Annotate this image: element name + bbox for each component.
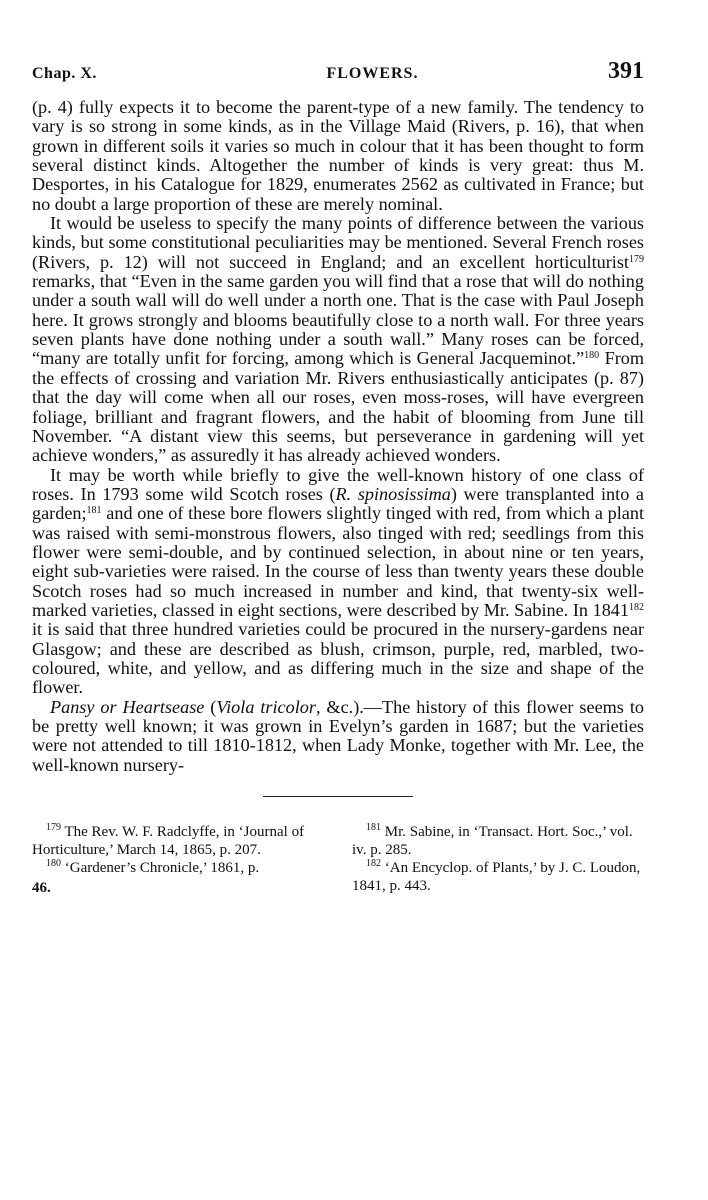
footnote	[352, 823, 644, 859]
running-title: FLOWERS.	[326, 65, 419, 82]
text-run: and one of these bore flowers slightly tinged with red, from which a plant was raised with semi-monstrous flowers, also tinged with red; seedlings from this flower were semi-double, and by continued selection, in about nine or ten years, eight sub-varieties were raised. In the course of less than twenty years these double Scotch roses had so much increased in number and kind, that twenty-six well-marked varieties, classed in eight sections, were described by Mr. Sabine. In 1841	[32, 503, 644, 620]
page-number: 391	[607, 58, 644, 84]
footnote-ref: 180	[46, 858, 61, 870]
text-run: remarks, that “Even in the same garden you will find that a rose that will do nothing under a south wall will do well under a north one. That is the case with Paul Joseph here. It grows strongly and blooms beautifully close to a north wall. For three years seven plants have done nothing under a south wall.” Many roses can be forced, “many are totally unfit for forcing, among which is General Jacqueminot.”	[32, 271, 644, 369]
footnotes	[32, 823, 644, 897]
footnotes-right-column	[352, 823, 644, 897]
footnote-ref: 179	[629, 253, 644, 265]
footnote-ref: 182	[366, 858, 381, 870]
text-run: (p. 4) fully expects it to become the parent-type of a new family. The tendency to vary is so strong in some kinds, as in the Village Maid (Rivers, p. 16), that when grown in different soils it varies so much in colour that it has been thought to form several distinct kinds. Altogether the number of kinds is very great: thus M. Desportes, in his Catalogue for 1829, enumerates 2562 as cultivated in France; but no doubt a large proportion of these are merely nominal.	[32, 97, 644, 214]
text-run: Mr. Sabine, in ‘Transact. Hort. Soc.,’ vol. iv. p. 285.	[352, 824, 633, 859]
book-page	[32, 58, 644, 897]
footnote	[352, 859, 644, 895]
text-run: ‘Gardener’s Chronicle,’ 1861, p.	[61, 860, 260, 877]
footnote-ref: 181	[366, 822, 381, 834]
text-run: From the effects of crossing and variation Mr. Rivers enthusiastically anticipates (p. 87) that the day will come when all our roses, even moss-roses, will have evergreen foliage, brilliant and fragrant flowers, and the habit of blooming from June till November. “A distant view this seems, but perseverance in gardening will yet achieve wonders,” as assuredly it has already achieved wonders.	[32, 348, 644, 466]
footnotes-left-column	[32, 823, 324, 897]
text-run: (	[204, 696, 217, 717]
text-run: it is said that three hundred varieties could be procured in the nursery-gardens near Glasgow; and these are described as blush, crimson, purple, red, marbled, two-coloured, white, and yellow, and as differing much in the size and shape of the flower.	[32, 619, 644, 698]
paragraph	[32, 698, 644, 775]
text-run: , &c.).—The history of this flower seems to be pretty well known; it was grown in Evelyn’s garden in 1687; but the varieties were not attended to till 1810-1812, when Lady Monke, together with Mr. Lee, the well-known nursery-	[32, 696, 644, 775]
paragraph	[32, 98, 644, 214]
footnote-ref: 179	[46, 822, 61, 834]
footnote-ref: 181	[86, 505, 102, 517]
running-header	[32, 58, 644, 98]
text-run: It would be useless to specify the many points of difference between the various kinds, but some constitutional peculiarities may be mentioned. Several French roses (Rivers, p. 12) will not succeed in England; and an excellent horticulturist	[32, 213, 644, 272]
italic-text: Pansy or Heartsease	[50, 696, 205, 717]
text-run: ‘An Encyclop. of Plants,’ by J. C. Loudon, 1841, p. 443.	[352, 860, 641, 895]
text-run: ) were transplanted into a garden;	[32, 483, 644, 524]
paragraph	[32, 214, 644, 465]
footnote-ref: 182	[629, 601, 644, 613]
chapter-label: Chap. X.	[32, 65, 97, 82]
footnote-ref: 180	[584, 350, 600, 362]
text-run: It may be worth while briefly to give the well-known history of one class of roses. In 1793 some wild Scotch roses (	[32, 464, 644, 504]
text-run: The Rev. W. F. Radclyffe, in ‘Journal of Horticulture,’ March 14, 1865, p. 207.	[32, 824, 305, 859]
footnote-divider	[263, 796, 413, 797]
italic-text: Viola tricolor	[216, 696, 316, 717]
paragraph	[32, 466, 644, 698]
body-text	[32, 98, 644, 775]
footnote	[32, 823, 324, 859]
footnote	[32, 859, 324, 877]
signature-mark: 46.	[32, 880, 51, 897]
italic-text: R. spinosissima	[335, 483, 451, 504]
